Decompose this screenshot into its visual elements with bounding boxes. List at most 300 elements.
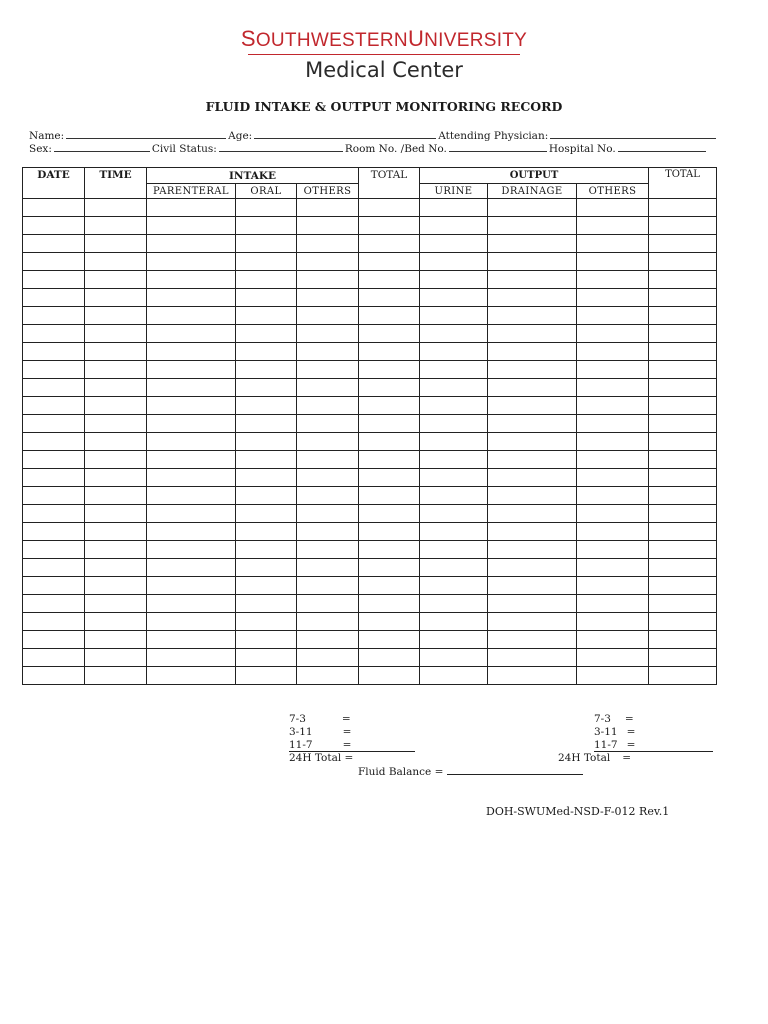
table-cell[interactable] [147,487,236,505]
table-cell[interactable] [649,307,717,325]
table-cell[interactable] [649,595,717,613]
table-cell[interactable] [649,397,717,415]
table-row [23,235,717,253]
table-cell[interactable] [23,433,85,451]
table-cell[interactable] [23,397,85,415]
table-cell[interactable] [236,523,297,541]
table-cell[interactable] [649,325,717,343]
table-cell[interactable] [577,433,649,451]
table-cell[interactable] [359,469,420,487]
table-cell[interactable] [649,343,717,361]
table-cell[interactable] [420,541,488,559]
table-cell[interactable] [649,613,717,631]
table-cell[interactable] [359,577,420,595]
table-cell[interactable] [420,361,488,379]
table-cell[interactable] [297,541,359,559]
table-cell[interactable] [420,613,488,631]
table-cell[interactable] [420,631,488,649]
table-cell[interactable] [297,469,359,487]
table-cell[interactable] [488,199,577,217]
table-cell[interactable] [488,397,577,415]
table-cell[interactable] [85,613,147,631]
table-cell[interactable] [236,289,297,307]
table-cell[interactable] [488,451,577,469]
age-field[interactable] [254,129,436,139]
table-cell[interactable] [147,433,236,451]
table-cell[interactable] [23,469,85,487]
table-cell[interactable] [23,361,85,379]
table-cell[interactable] [577,397,649,415]
table-row [23,577,717,595]
table-cell[interactable] [297,271,359,289]
table-cell[interactable] [236,217,297,235]
table-cell[interactable] [649,379,717,397]
table-cell[interactable] [236,379,297,397]
table-cell[interactable] [236,415,297,433]
table-cell[interactable] [85,451,147,469]
table-cell[interactable] [488,325,577,343]
table-cell[interactable] [420,523,488,541]
table-cell[interactable] [488,307,577,325]
table-cell[interactable] [488,559,577,577]
table-cell[interactable] [577,469,649,487]
table-cell[interactable] [85,541,147,559]
table-cell[interactable] [359,649,420,667]
table-body [23,199,717,685]
table-cell[interactable] [85,415,147,433]
table-cell[interactable] [577,235,649,253]
table-cell[interactable] [23,451,85,469]
table-cell[interactable] [420,397,488,415]
civil-status-field[interactable] [219,142,343,152]
table-cell[interactable] [420,415,488,433]
table-cell[interactable] [23,235,85,253]
table-cell[interactable] [236,577,297,595]
table-cell[interactable] [297,325,359,343]
table-cell[interactable] [359,271,420,289]
table-cell[interactable] [420,289,488,307]
table-cell[interactable] [488,253,577,271]
table-cell[interactable] [297,361,359,379]
table-cell[interactable] [649,199,717,217]
table-cell[interactable] [85,433,147,451]
table-cell[interactable] [488,343,577,361]
table-cell[interactable] [488,415,577,433]
table-cell[interactable] [420,433,488,451]
table-cell[interactable] [297,199,359,217]
table-cell[interactable] [488,505,577,523]
table-cell[interactable] [297,217,359,235]
table-cell[interactable] [488,235,577,253]
table-cell[interactable] [649,505,717,523]
table-cell[interactable] [85,649,147,667]
table-cell[interactable] [297,289,359,307]
table-cell[interactable] [649,649,717,667]
table-cell[interactable] [147,415,236,433]
table-cell[interactable] [577,595,649,613]
table-cell[interactable] [420,487,488,505]
table-cell[interactable] [85,361,147,379]
table-cell[interactable] [359,397,420,415]
table-cell[interactable] [420,451,488,469]
table-cell[interactable] [297,343,359,361]
patient-info-row-1 [29,129,719,142]
table-cell[interactable] [23,649,85,667]
table-cell[interactable] [85,559,147,577]
table-cell[interactable] [577,325,649,343]
table-cell[interactable] [297,577,359,595]
table-cell[interactable] [577,379,649,397]
table-cell[interactable] [23,487,85,505]
table-cell[interactable] [85,253,147,271]
table-cell[interactable] [649,289,717,307]
header-intake: INTAKE [147,168,359,184]
table-cell[interactable] [420,559,488,577]
table-cell[interactable] [236,469,297,487]
table-cell[interactable] [359,379,420,397]
table-cell[interactable] [147,235,236,253]
table-cell[interactable] [85,325,147,343]
table-cell[interactable] [236,541,297,559]
table-cell[interactable] [297,487,359,505]
table-row [23,541,717,559]
table-cell[interactable] [23,325,85,343]
table-cell[interactable] [85,397,147,415]
intake-shift-3-11: 3-11 = [289,726,352,738]
table-cell[interactable] [488,541,577,559]
table-cell[interactable] [359,613,420,631]
table-cell[interactable] [23,631,85,649]
table-cell[interactable] [147,469,236,487]
table-cell[interactable] [359,289,420,307]
table-cell[interactable] [23,577,85,595]
room-bed-field[interactable] [449,142,547,152]
sex-label: Sex: [29,143,52,155]
table-cell[interactable] [577,451,649,469]
table-cell[interactable] [147,649,236,667]
table-cell[interactable] [85,199,147,217]
table-cell[interactable] [488,649,577,667]
table-cell[interactable] [147,541,236,559]
table-cell[interactable] [23,667,85,685]
table-cell[interactable] [147,217,236,235]
table-cell[interactable] [420,235,488,253]
table-cell[interactable] [577,199,649,217]
table-cell[interactable] [297,505,359,523]
table-cell[interactable] [236,235,297,253]
table-cell[interactable] [147,595,236,613]
table-cell[interactable] [420,577,488,595]
table-cell[interactable] [488,523,577,541]
table-cell[interactable] [297,397,359,415]
table-cell[interactable] [236,325,297,343]
table-cell[interactable] [85,667,147,685]
table-cell[interactable] [23,289,85,307]
table-cell[interactable] [236,451,297,469]
table-cell[interactable] [23,343,85,361]
table-cell[interactable] [85,577,147,595]
table-cell[interactable] [359,253,420,271]
table-cell[interactable] [236,199,297,217]
table-cell[interactable] [147,361,236,379]
intake-shift-7-3: 7-3 = [289,713,351,725]
table-cell[interactable] [147,307,236,325]
table-cell[interactable] [147,271,236,289]
table-cell[interactable] [577,613,649,631]
table-cell[interactable] [147,631,236,649]
table-cell[interactable] [649,217,717,235]
table-cell[interactable] [359,451,420,469]
table-cell[interactable] [488,271,577,289]
table-cell[interactable] [649,253,717,271]
table-cell[interactable] [359,559,420,577]
table-cell[interactable] [147,667,236,685]
header-date: DATE [23,168,85,199]
table-cell[interactable] [147,559,236,577]
table-cell[interactable] [359,415,420,433]
table-cell[interactable] [488,577,577,595]
table-cell[interactable] [147,253,236,271]
table-cell[interactable] [297,451,359,469]
table-cell[interactable] [297,433,359,451]
table-cell[interactable] [577,541,649,559]
table-cell[interactable] [420,307,488,325]
table-row [23,505,717,523]
table-cell[interactable] [420,199,488,217]
table-cell[interactable] [649,541,717,559]
hospital-no-field[interactable] [618,142,706,152]
table-cell[interactable] [23,217,85,235]
table-cell[interactable] [23,379,85,397]
table-cell[interactable] [649,271,717,289]
table-cell[interactable] [359,343,420,361]
table-cell[interactable] [23,595,85,613]
table-cell[interactable] [420,649,488,667]
table-cell[interactable] [488,361,577,379]
table-cell[interactable] [236,397,297,415]
table-cell[interactable] [359,631,420,649]
table-row [23,253,717,271]
table-cell[interactable] [649,487,717,505]
header-time: TIME [85,168,147,199]
table-cell[interactable] [420,325,488,343]
table-row [23,361,717,379]
table-cell[interactable] [577,559,649,577]
intake-24h-total: 24H Total = [289,752,354,764]
table-cell[interactable] [488,595,577,613]
table-cell[interactable] [147,325,236,343]
table-cell[interactable] [297,415,359,433]
table-cell[interactable] [236,433,297,451]
table-cell[interactable] [577,577,649,595]
table-cell[interactable] [23,307,85,325]
table-cell[interactable] [577,415,649,433]
table-cell[interactable] [359,199,420,217]
table-cell[interactable] [297,523,359,541]
table-cell[interactable] [85,289,147,307]
table-cell[interactable] [23,415,85,433]
table-cell[interactable] [359,523,420,541]
table-cell[interactable] [359,307,420,325]
table-cell[interactable] [488,379,577,397]
table-cell[interactable] [23,541,85,559]
table-cell[interactable] [577,361,649,379]
table-cell[interactable] [85,235,147,253]
table-cell[interactable] [297,235,359,253]
table-cell[interactable] [297,595,359,613]
table-cell[interactable] [147,397,236,415]
table-cell[interactable] [649,451,717,469]
physician-field[interactable] [550,129,716,139]
table-cell[interactable] [85,631,147,649]
table-cell[interactable] [488,289,577,307]
table-cell[interactable] [577,505,649,523]
table-cell[interactable] [577,271,649,289]
table-cell[interactable] [236,361,297,379]
table-cell[interactable] [297,613,359,631]
table-cell[interactable] [488,667,577,685]
table-cell[interactable] [420,271,488,289]
age-label: Age: [228,130,253,142]
table-cell[interactable] [297,667,359,685]
table-cell[interactable] [649,433,717,451]
table-cell[interactable] [649,559,717,577]
table-cell[interactable] [236,253,297,271]
table-cell[interactable] [147,577,236,595]
table-cell[interactable] [649,235,717,253]
table-cell[interactable] [85,271,147,289]
table-cell[interactable] [649,631,717,649]
table-cell[interactable] [649,667,717,685]
table-cell[interactable] [649,577,717,595]
table-cell[interactable] [359,541,420,559]
table-cell[interactable] [359,487,420,505]
table-cell[interactable] [236,559,297,577]
table-cell[interactable] [420,217,488,235]
table-cell[interactable] [85,523,147,541]
table-cell[interactable] [359,217,420,235]
table-cell[interactable] [420,379,488,397]
table-cell[interactable] [23,613,85,631]
table-cell[interactable] [649,361,717,379]
table-cell[interactable] [488,487,577,505]
table-cell[interactable] [147,523,236,541]
table-cell[interactable] [85,379,147,397]
table-cell[interactable] [236,631,297,649]
table-cell[interactable] [147,613,236,631]
table-row [23,217,717,235]
table-cell[interactable] [488,433,577,451]
table-cell[interactable] [23,505,85,523]
table-cell[interactable] [649,469,717,487]
table-cell[interactable] [147,505,236,523]
university-logo [0,28,768,82]
table-cell[interactable] [359,505,420,523]
table-cell[interactable] [359,433,420,451]
table-cell[interactable] [147,289,236,307]
table-cell[interactable] [649,415,717,433]
table-cell[interactable] [23,559,85,577]
table-cell[interactable] [297,649,359,667]
table-cell[interactable] [236,667,297,685]
table-cell[interactable] [236,595,297,613]
table-cell[interactable] [85,343,147,361]
table-cell[interactable] [359,361,420,379]
table-cell[interactable] [420,595,488,613]
table-cell[interactable] [147,379,236,397]
table-cell[interactable] [85,217,147,235]
table-cell[interactable] [420,253,488,271]
table-cell[interactable] [488,613,577,631]
fluid-balance-field[interactable] [447,765,583,775]
table-cell[interactable] [85,469,147,487]
table-cell[interactable] [85,307,147,325]
table-cell[interactable] [236,505,297,523]
table-cell[interactable] [488,217,577,235]
table-cell[interactable] [359,667,420,685]
table-cell[interactable] [420,667,488,685]
table-row [23,649,717,667]
output-24h-total: 24H Total = [558,752,632,764]
table-cell[interactable] [577,523,649,541]
table-cell[interactable] [577,307,649,325]
name-field[interactable] [66,129,226,139]
table-cell[interactable] [236,271,297,289]
table-cell[interactable] [23,271,85,289]
table-cell[interactable] [236,487,297,505]
table-cell[interactable] [359,595,420,613]
table-cell[interactable] [577,667,649,685]
table-cell[interactable] [577,487,649,505]
table-cell[interactable] [359,235,420,253]
table-cell[interactable] [236,307,297,325]
table-cell[interactable] [297,307,359,325]
table-cell[interactable] [649,523,717,541]
table-cell[interactable] [577,253,649,271]
table-cell[interactable] [236,649,297,667]
table-cell[interactable] [236,343,297,361]
table-cell[interactable] [488,469,577,487]
table-cell[interactable] [147,343,236,361]
table-cell[interactable] [577,289,649,307]
table-cell[interactable] [85,505,147,523]
table-row [23,595,717,613]
table-cell[interactable] [297,253,359,271]
table-cell[interactable] [577,631,649,649]
header-output-total: TOTAL [649,168,717,199]
table-cell[interactable] [297,379,359,397]
table-cell[interactable] [23,523,85,541]
table-cell[interactable] [85,487,147,505]
table-cell[interactable] [577,343,649,361]
table-cell[interactable] [297,559,359,577]
table-cell[interactable] [420,505,488,523]
table-cell[interactable] [297,631,359,649]
table-cell[interactable] [420,469,488,487]
sex-field[interactable] [54,142,150,152]
table-cell[interactable] [488,631,577,649]
table-cell[interactable] [577,649,649,667]
table-cell[interactable] [420,343,488,361]
table-cell[interactable] [577,217,649,235]
table-cell[interactable] [147,451,236,469]
table-cell[interactable] [147,199,236,217]
table-cell[interactable] [85,595,147,613]
table-cell[interactable] [236,613,297,631]
table-cell[interactable] [23,253,85,271]
table-cell[interactable] [359,325,420,343]
table-cell[interactable] [23,199,85,217]
